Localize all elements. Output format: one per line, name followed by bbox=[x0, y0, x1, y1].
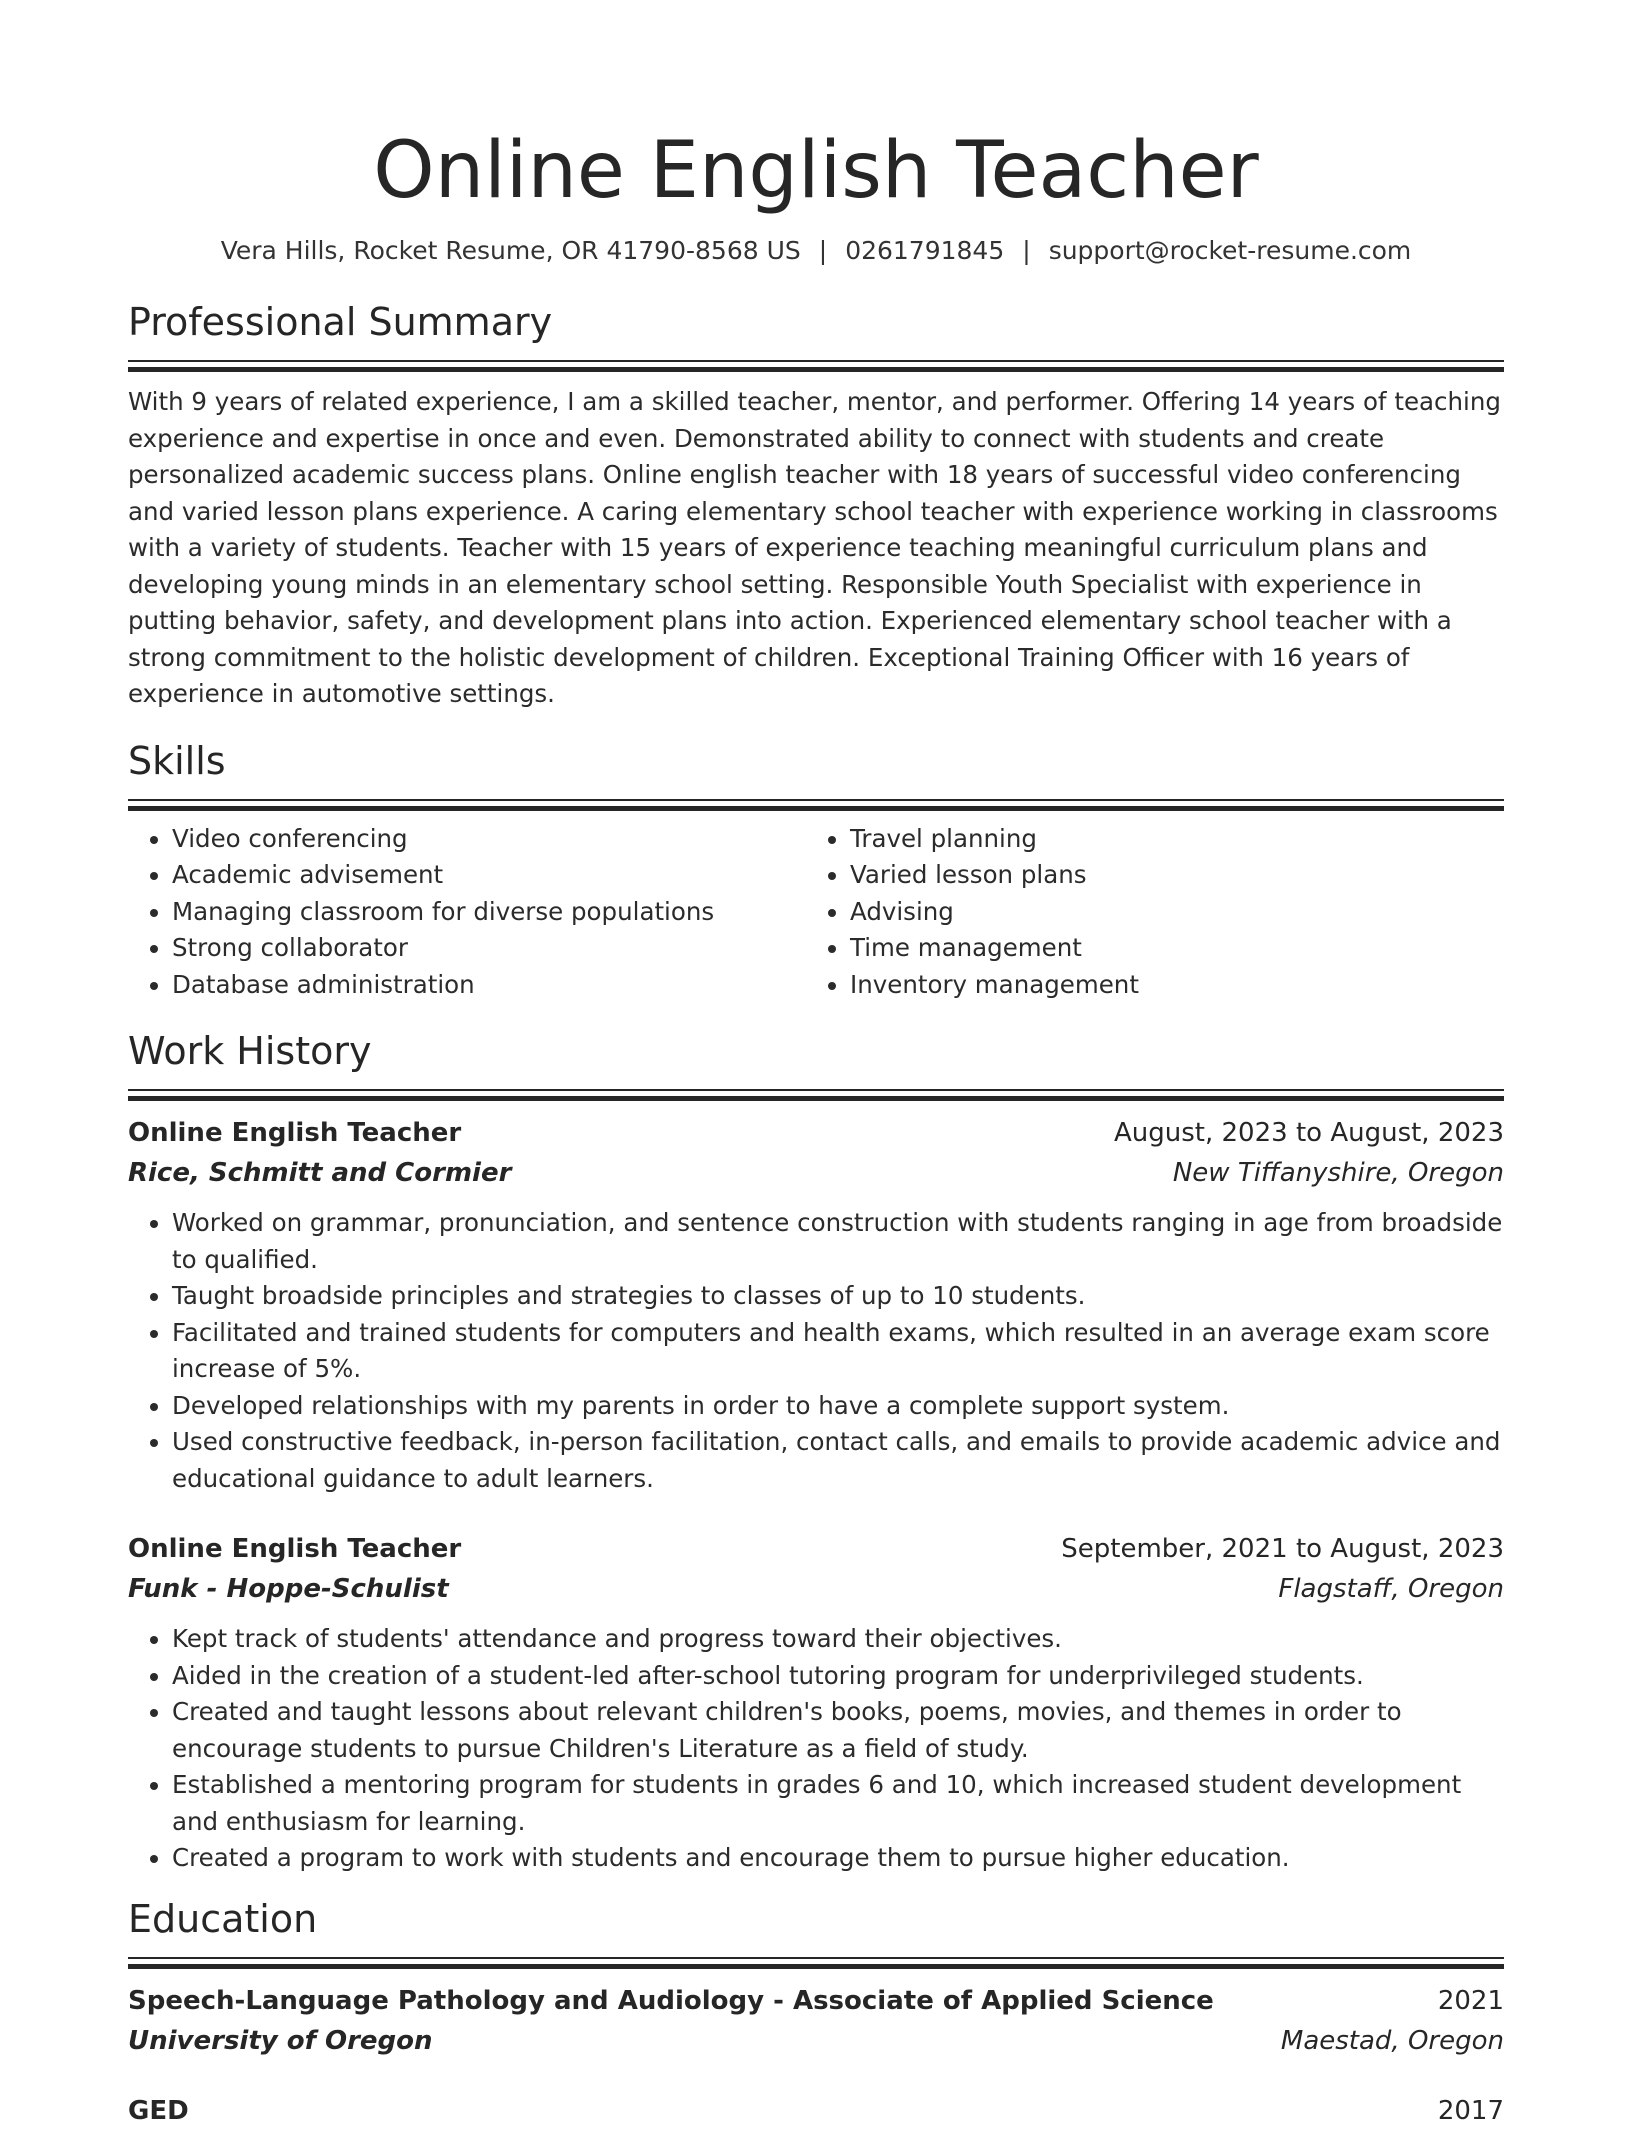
summary-text: With 9 years of related experience, I am a skilled teacher, mentor, and performer. Offering 14 years of teaching experience and expertise in once and even. Demonstrated ability to connect with students and create personalized academic success plans. Online english teacher with 18 years of successful video conferencing and varied lesson plans experience. A caring elementary school teacher with experience working in classrooms with a variety of students. Teacher with 15 years of experience teaching meaningful curriculum plans and developing young minds in an elementary school setting. Responsible Youth Specialist with experience in putting behavior, safety, and development plans into action. Experienced elementary school teacher with a strong commitment to the holistic development of children. Exceptional Training Officer with 16 years of experience in automotive settings. bbox=[128, 387, 1501, 708]
resume-page bbox=[128, 0, 1504, 2131]
resume-title: Online English Teacher bbox=[373, 126, 1259, 216]
skill-item: • Varied lesson plans bbox=[850, 857, 1484, 894]
work-section bbox=[128, 1027, 1504, 1877]
job-dates: August, 2023 to August, 2023 bbox=[1114, 1118, 1504, 1148]
education-school-row bbox=[128, 2021, 1504, 2061]
job-dates: September, 2021 to August, 2023 bbox=[1061, 1534, 1504, 1564]
skills-section bbox=[128, 737, 1504, 1004]
contact-phone: 0261791845 bbox=[845, 236, 1005, 265]
education-header-row bbox=[128, 1981, 1504, 2021]
education-header-row bbox=[128, 2091, 1504, 2131]
job-bullets bbox=[128, 1621, 1504, 1877]
job-bullet: • Taught broadside principles and strategies to classes of up to 10 students. bbox=[172, 1278, 1504, 1315]
education-degree: GED bbox=[128, 2095, 189, 2126]
education-section bbox=[128, 1895, 1504, 2131]
education-school: University of Oregon bbox=[128, 2025, 433, 2056]
contact-email[interactable]: support@rocket-resume.com bbox=[1048, 236, 1412, 265]
job-entry bbox=[128, 1113, 1504, 1497]
skill-item: • Academic advisement bbox=[172, 857, 806, 894]
summary-section bbox=[128, 298, 1504, 713]
job-bullet: • Kept track of students' attendance and progress toward their objectives. bbox=[172, 1621, 1504, 1658]
education-degree: Speech-Language Pathology and Audiology - Associate of Applied Science bbox=[128, 1985, 1214, 2016]
skill-item: • Inventory management bbox=[850, 967, 1484, 1004]
skill-item: • Strong collaborator bbox=[172, 930, 806, 967]
job-bullet: • Worked on grammar, pronunciation, and sentence construction with students ranging in age from broadside to qualified. bbox=[172, 1205, 1504, 1278]
section-divider bbox=[128, 1089, 1504, 1099]
skills-list-right bbox=[806, 821, 1484, 1004]
education-entry bbox=[128, 1981, 1504, 2061]
contact-address: Vera Hills, Rocket Resume, OR 41790-8568 US bbox=[220, 236, 801, 265]
job-bullet: • Created and taught lessons about relevant children's books, poems, movies, and themes in order to encourage students to pursue Children's Literature as a field of study. bbox=[172, 1694, 1504, 1767]
contact-separator: | bbox=[1022, 236, 1031, 265]
job-title: Online English Teacher bbox=[128, 1118, 462, 1148]
education-location: Maestad, Oregon bbox=[1280, 2025, 1504, 2056]
job-company-row bbox=[128, 1153, 1504, 1193]
skill-item: • Advising bbox=[850, 894, 1484, 931]
job-location: New Tiffanyshire, Oregon bbox=[1172, 1158, 1504, 1188]
job-company-row bbox=[128, 1569, 1504, 1609]
job-bullets bbox=[128, 1205, 1504, 1497]
job-company: Rice, Schmitt and Cormier bbox=[128, 1158, 512, 1188]
education-entry bbox=[128, 2091, 1504, 2131]
education-year: 2021 bbox=[1437, 1985, 1504, 2016]
job-bullet: • Created a program to work with students and encourage them to pursue higher education. bbox=[172, 1840, 1504, 1877]
job-bullet: • Used constructive feedback, in-person facilitation, contact calls, and emails to provide academic advice and educational guidance to adult learners. bbox=[172, 1424, 1504, 1497]
job-header-row bbox=[128, 1113, 1504, 1153]
skills-columns bbox=[128, 821, 1504, 1004]
education-heading: Education bbox=[128, 1896, 318, 1941]
job-company: Funk - Hoppe-Schulist bbox=[128, 1574, 449, 1604]
job-bullet: • Facilitated and trained students for computers and health exams, which resulted in an average exam score increase of 5%. bbox=[172, 1315, 1504, 1388]
skill-item: • Time management bbox=[850, 930, 1484, 967]
skill-item: • Managing classroom for diverse populations bbox=[172, 894, 806, 931]
section-divider bbox=[128, 360, 1504, 370]
skills-heading: Skills bbox=[128, 738, 226, 783]
skills-list-left bbox=[128, 821, 806, 1004]
summary-heading: Professional Summary bbox=[128, 300, 553, 344]
skill-item: • Database administration bbox=[172, 967, 806, 1004]
section-divider bbox=[128, 799, 1504, 809]
job-bullet: • Established a mentoring program for students in grades 6 and 10, which increased student development and enthusiasm for learning. bbox=[172, 1767, 1504, 1840]
work-heading: Work History bbox=[128, 1029, 372, 1073]
job-header-row bbox=[128, 1529, 1504, 1569]
contact-line bbox=[128, 234, 1504, 268]
skill-item: • Video conferencing bbox=[172, 821, 806, 858]
job-bullet: • Developed relationships with my parents in order to have a complete support system. bbox=[172, 1388, 1504, 1425]
contact-separator: | bbox=[818, 236, 828, 265]
skill-item: • Travel planning bbox=[850, 821, 1484, 858]
job-location: Flagstaff, Oregon bbox=[1278, 1574, 1504, 1604]
education-year: 2017 bbox=[1437, 2095, 1504, 2126]
job-bullet: • Aided in the creation of a student-led after-school tutoring program for underprivileged students. bbox=[172, 1658, 1504, 1695]
section-divider bbox=[128, 1957, 1504, 1967]
job-title: Online English Teacher bbox=[128, 1534, 462, 1564]
job-entry bbox=[128, 1529, 1504, 1877]
